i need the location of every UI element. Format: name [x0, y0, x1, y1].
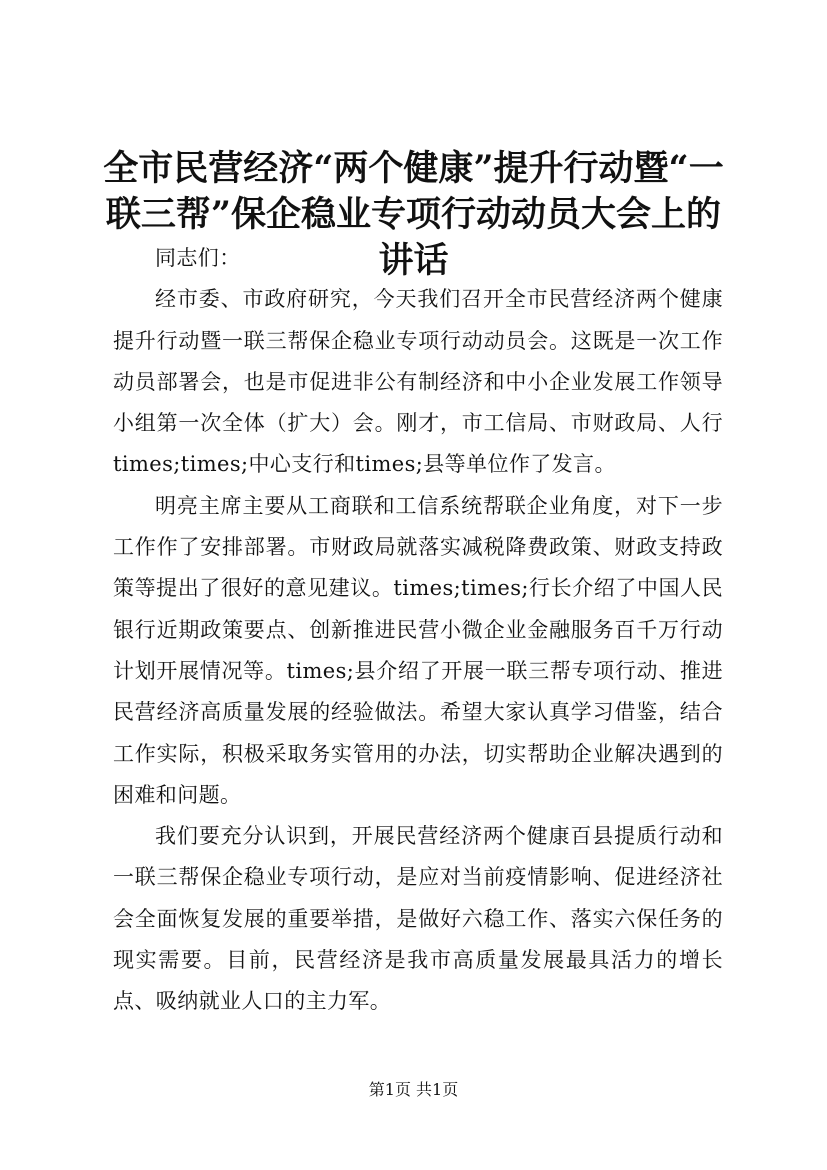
document-title: 全市民营经济“两个健康”提升行动暨“一联三帮”保企稳业专项行动动员大会上的讲话 [103, 148, 724, 281]
document-body [113, 238, 723, 1023]
page-footer: 第1页 共1页 [368, 1080, 459, 1099]
body-paragraph: 经市委、市政府研究，今天我们召开全市民营经济两个健康提升行动暨一联三帮保企稳业专项行动动员会。这既是一次工作动员部署会，也是市促进非公有制经济和中小企业发展工作领导小组第一次全体（扩大）会。刚才，市工信局、市财政局、人行times;times;中心支行和times;县等单位作了发言。 [113, 287, 723, 477]
body-paragraph: 我们要充分认识到，开展民营经济两个健康百县提质行动和一联三帮保企稳业专项行动，是应对当前疫情影响、促进经济社会全面恢复发展的重要举措，是做好六稳工作、落实六保任务的现实需要。目前，民营经济是我市高质量发展最具活力的增长点、吸纳就业人口的主力军。 [113, 824, 723, 1014]
greeting-paragraph: 同志们： [155, 246, 241, 270]
body-paragraph: 明亮主席主要从工商联和工信系统帮联企业角度，对下一步工作作了安排部署。市财政局就落实减税降费政策、财政支持政策等提出了很好的意见建议。times;times;行长介绍了中国人民银行近期政策要点、创新推进民营小微企业金融服务百千万行动计划开展情况等。times;县介绍了开展一联三帮专项行动、推进民营经济高质量发展的经验做法。希望大家认真学习借鉴，结合工作实际，积极采取务实管用的办法，切实帮助企业解决遇到的困难和问题。 [113, 493, 723, 807]
